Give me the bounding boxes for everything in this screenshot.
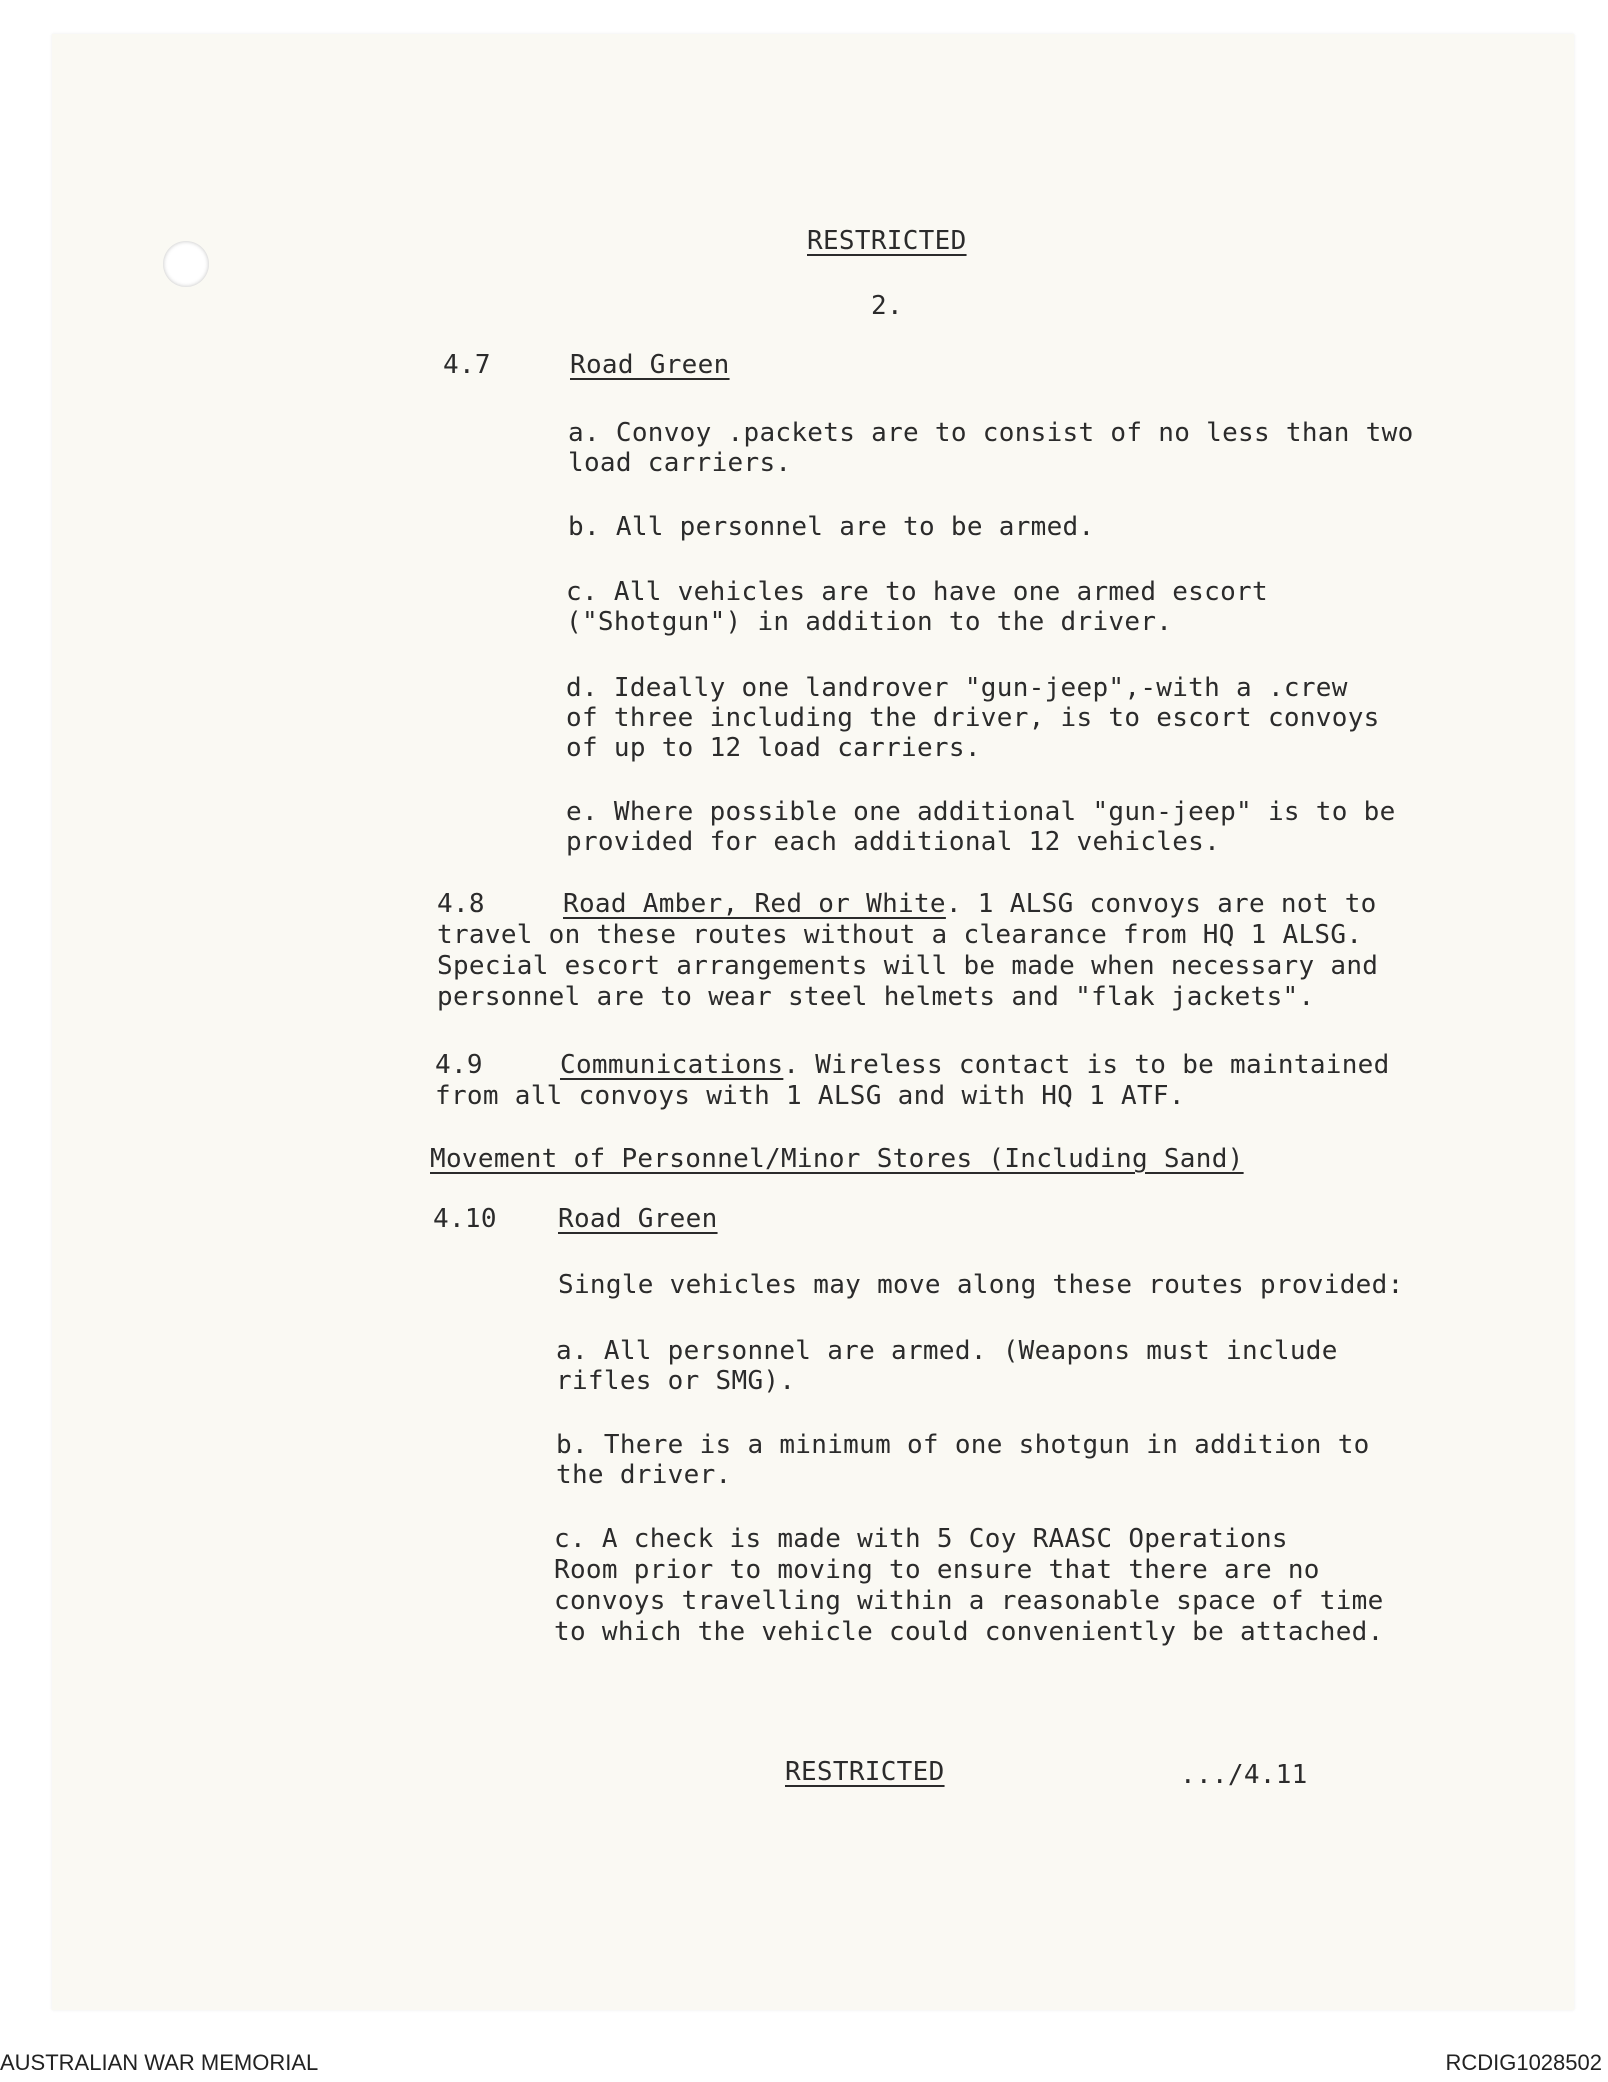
- punch-hole: [163, 241, 209, 287]
- paragraph-line: from all convoys with 1 ALSG and with HQ 1 ATF.: [435, 1081, 1185, 1111]
- section-lead-line: [560, 1050, 1390, 1080]
- list-item-line: a. Convoy .packets are to consist of no less than two: [568, 418, 1414, 448]
- list-item-line: load carriers.: [568, 448, 792, 478]
- paragraph-line: Special escort arrangements will be made when necessary and: [437, 951, 1379, 981]
- page-number: 2.: [871, 291, 903, 321]
- list-item-line: Room prior to moving to ensure that there are no: [554, 1555, 1320, 1585]
- watermark-left: AUSTRALIAN WAR MEMORIAL: [0, 2050, 319, 2075]
- list-item-line: to which the vehicle could conveniently be attached.: [554, 1617, 1384, 1647]
- paragraph-line: personnel are to wear steel helmets and "flak jackets".: [437, 982, 1315, 1012]
- paragraph-line: Single vehicles may move along these routes provided:: [558, 1270, 1404, 1300]
- classification-footer: RESTRICTED: [785, 1757, 945, 1787]
- section-number: 4.10: [433, 1204, 497, 1234]
- section-text: . Wireless contact is to be maintained: [783, 1050, 1390, 1080]
- list-item-line: of up to 12 load carriers.: [566, 733, 981, 763]
- list-item-line: e. Where possible one additional "gun-jeep" is to be: [566, 797, 1396, 827]
- watermark-right: RCDIG1028502: [1445, 2050, 1602, 2075]
- section-text: . 1 ALSG convoys are not to: [945, 889, 1377, 919]
- continuation-marker: .../4.11: [1180, 1760, 1308, 1790]
- document-page: [52, 34, 1574, 2010]
- list-item-line: provided for each additional 12 vehicles.: [566, 827, 1221, 857]
- list-item-line: b. There is a minimum of one shotgun in addition to: [556, 1430, 1370, 1460]
- section-title: Road Amber, Red or White: [563, 889, 946, 919]
- section-lead-line: [563, 889, 1377, 919]
- list-item-line: b. All personnel are to be armed.: [568, 512, 1095, 542]
- list-item-line: rifles or SMG).: [556, 1366, 796, 1396]
- list-item-line: c. A check is made with 5 Coy RAASC Operations: [554, 1524, 1288, 1554]
- section-title: Communications: [560, 1050, 784, 1080]
- list-item-line: c. All vehicles are to have one armed escort: [566, 577, 1268, 607]
- list-item-line: the driver.: [556, 1460, 732, 1490]
- list-item-line: convoys travelling within a reasonable space of time: [554, 1586, 1384, 1616]
- section-number: 4.7: [443, 350, 491, 380]
- section-title: Road Green: [570, 350, 730, 380]
- paragraph-line: travel on these routes without a clearance from HQ 1 ALSG.: [437, 920, 1363, 950]
- classification-header: RESTRICTED: [807, 226, 967, 256]
- list-item-line: a. All personnel are armed. (Weapons must include: [556, 1336, 1338, 1366]
- section-title: Road Green: [558, 1204, 718, 1234]
- section-number: 4.9: [435, 1050, 483, 1080]
- list-item-line: d. Ideally one landrover "gun-jeep",-with a .crew: [566, 673, 1348, 703]
- list-item-line: ("Shotgun") in addition to the driver.: [566, 607, 1173, 637]
- list-item-line: of three including the driver, is to escort convoys: [566, 703, 1380, 733]
- subheading: Movement of Personnel/Minor Stores (Including Sand): [430, 1144, 1244, 1174]
- section-number: 4.8: [437, 889, 485, 919]
